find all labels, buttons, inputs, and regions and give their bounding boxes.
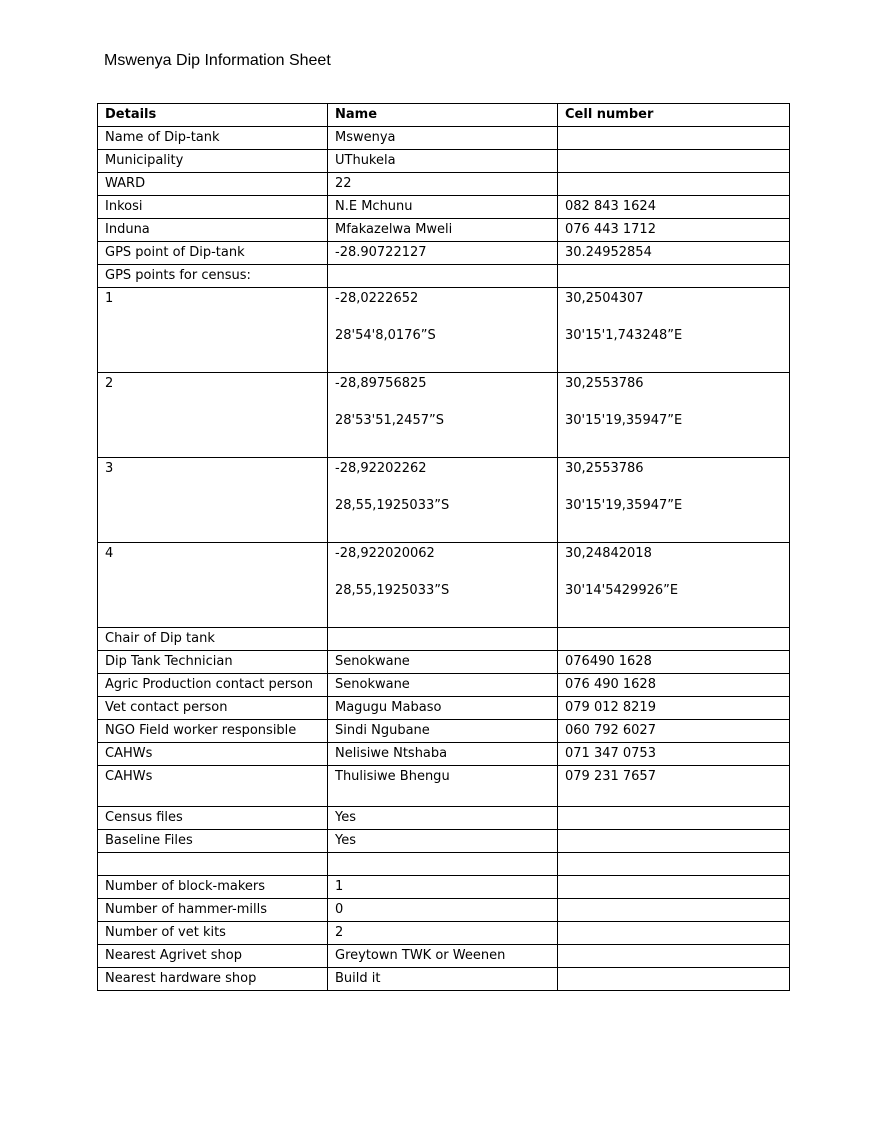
table-row	[98, 219, 790, 242]
resource-row	[98, 899, 790, 922]
contact-row	[98, 720, 790, 743]
table-header-row	[98, 104, 790, 127]
details-cell	[98, 853, 328, 876]
gps-latitude-decimal: -28,0222652	[335, 291, 419, 306]
name-cell: 2	[328, 922, 558, 945]
gps-point-label: 1	[98, 288, 328, 373]
details-cell: Number of hammer-mills	[98, 899, 328, 922]
gps-longitude-decimal: 30,24842018	[565, 546, 652, 561]
cell-number-cell	[558, 173, 790, 196]
contact-row	[98, 628, 790, 651]
cell-number-cell	[558, 968, 790, 991]
gps-latitude-cell	[328, 288, 558, 373]
gps-point-row	[98, 288, 790, 373]
details-cell: Agric Production contact person	[98, 674, 328, 697]
resource-row	[98, 876, 790, 899]
gps-longitude-dms: 30'15'19,35947”E	[565, 413, 683, 428]
name-cell: Build it	[328, 968, 558, 991]
cell-number-cell: 060 792 6027	[558, 720, 790, 743]
gps-latitude-dms: 28'53'51,2457”S	[335, 413, 444, 428]
details-cell: Inkosi	[98, 196, 328, 219]
details-cell: Number of vet kits	[98, 922, 328, 945]
details-cell: NGO Field worker responsible	[98, 720, 328, 743]
details-cell: Municipality	[98, 150, 328, 173]
details-cell: Chair of Dip tank	[98, 628, 328, 651]
name-cell: Greytown TWK or Weenen	[328, 945, 558, 968]
details-cell: Census files	[98, 807, 328, 830]
table-row	[98, 242, 790, 265]
gps-latitude-cell	[328, 458, 558, 543]
details-cell: Nearest Agrivet shop	[98, 945, 328, 968]
cell-number-cell	[558, 945, 790, 968]
cell-number-cell: 079 231 7657	[558, 766, 790, 807]
contact-row	[98, 697, 790, 720]
gps-longitude-decimal: 30,2504307	[565, 291, 644, 306]
gps-latitude-decimal: -28,89756825	[335, 376, 427, 391]
details-cell: GPS point of Dip-tank	[98, 242, 328, 265]
gps-longitude-dms: 30'15'19,35947”E	[565, 498, 683, 513]
files-row	[98, 807, 790, 830]
name-cell: 0	[328, 899, 558, 922]
contact-row	[98, 766, 790, 807]
name-cell	[328, 265, 558, 288]
gps-longitude-decimal: 30,2553786	[565, 461, 644, 476]
cell-number-cell	[558, 628, 790, 651]
header-details: Details	[98, 104, 328, 127]
cell-number-cell: 082 843 1624	[558, 196, 790, 219]
cell-number-cell	[558, 899, 790, 922]
name-cell: Yes	[328, 807, 558, 830]
gps-longitude-dms: 30'15'1,743248”E	[565, 328, 683, 343]
gps-longitude-dms: 30'14'5429926”E	[565, 583, 679, 598]
cell-number-cell: 076 490 1628	[558, 674, 790, 697]
cell-number-cell: 076 443 1712	[558, 219, 790, 242]
name-cell: Mswenya	[328, 127, 558, 150]
gps-latitude-dms: 28'54'8,0176”S	[335, 328, 436, 343]
details-cell: Name of Dip-tank	[98, 127, 328, 150]
name-cell: Nelisiwe Ntshaba	[328, 743, 558, 766]
cell-number-cell	[558, 150, 790, 173]
gps-latitude-dms: 28,55,1925033”S	[335, 498, 450, 513]
name-cell: Magugu Mabaso	[328, 697, 558, 720]
cell-number-cell	[558, 876, 790, 899]
gps-latitude-decimal: -28,92202262	[335, 461, 427, 476]
details-cell: Nearest hardware shop	[98, 968, 328, 991]
gps-longitude-decimal: 30,2553786	[565, 376, 644, 391]
details-cell: Number of block-makers	[98, 876, 328, 899]
cell-number-cell: 071 347 0753	[558, 743, 790, 766]
header-name: Name	[328, 104, 558, 127]
name-cell: 1	[328, 876, 558, 899]
details-cell: Induna	[98, 219, 328, 242]
document-title: Mswenya Dip Information Sheet	[104, 52, 331, 69]
cell-number-cell	[558, 830, 790, 853]
empty-row	[98, 853, 790, 876]
gps-latitude-decimal: -28,922020062	[335, 546, 435, 561]
name-cell: Sindi Ngubane	[328, 720, 558, 743]
gps-point-row	[98, 458, 790, 543]
table-row	[98, 265, 790, 288]
resource-row	[98, 922, 790, 945]
name-cell	[328, 853, 558, 876]
cell-number-cell	[558, 127, 790, 150]
name-cell: Thulisiwe Bhengu	[328, 766, 558, 807]
cell-number-cell	[558, 265, 790, 288]
contact-row	[98, 743, 790, 766]
table-row	[98, 173, 790, 196]
name-cell	[328, 628, 558, 651]
gps-point-label: 4	[98, 543, 328, 628]
details-cell: Vet contact person	[98, 697, 328, 720]
cell-number-cell	[558, 853, 790, 876]
table-row	[98, 150, 790, 173]
gps-longitude-cell	[558, 458, 790, 543]
resource-row	[98, 945, 790, 968]
gps-point-row	[98, 373, 790, 458]
gps-longitude-cell	[558, 373, 790, 458]
name-cell: 22	[328, 173, 558, 196]
details-cell: WARD	[98, 173, 328, 196]
cell-number-cell	[558, 807, 790, 830]
gps-latitude-cell	[328, 373, 558, 458]
name-cell: N.E Mchunu	[328, 196, 558, 219]
details-cell: GPS points for census:	[98, 265, 328, 288]
cell-number-cell	[558, 922, 790, 945]
gps-longitude-cell	[558, 288, 790, 373]
name-cell: Senokwane	[328, 674, 558, 697]
name-cell: Mfakazelwa Mweli	[328, 219, 558, 242]
details-cell: CAHWs	[98, 766, 328, 807]
resource-row	[98, 968, 790, 991]
table-row	[98, 196, 790, 219]
contact-row	[98, 674, 790, 697]
name-cell: UThukela	[328, 150, 558, 173]
cell-number-cell: 076490 1628	[558, 651, 790, 674]
details-cell: CAHWs	[98, 743, 328, 766]
details-cell: Baseline Files	[98, 830, 328, 853]
cell-number-cell: 079 012 8219	[558, 697, 790, 720]
table-row	[98, 127, 790, 150]
gps-longitude-cell	[558, 543, 790, 628]
name-cell: Senokwane	[328, 651, 558, 674]
dip-information-table	[97, 103, 790, 991]
name-cell: Yes	[328, 830, 558, 853]
gps-latitude-dms: 28,55,1925033”S	[335, 583, 450, 598]
gps-point-row	[98, 543, 790, 628]
name-cell: -28.90722127	[328, 242, 558, 265]
gps-point-label: 3	[98, 458, 328, 543]
files-row	[98, 830, 790, 853]
gps-point-label: 2	[98, 373, 328, 458]
details-cell: Dip Tank Technician	[98, 651, 328, 674]
header-cell-number: Cell number	[558, 104, 790, 127]
contact-row	[98, 651, 790, 674]
gps-latitude-cell	[328, 543, 558, 628]
cell-number-cell: 30.24952854	[558, 242, 790, 265]
